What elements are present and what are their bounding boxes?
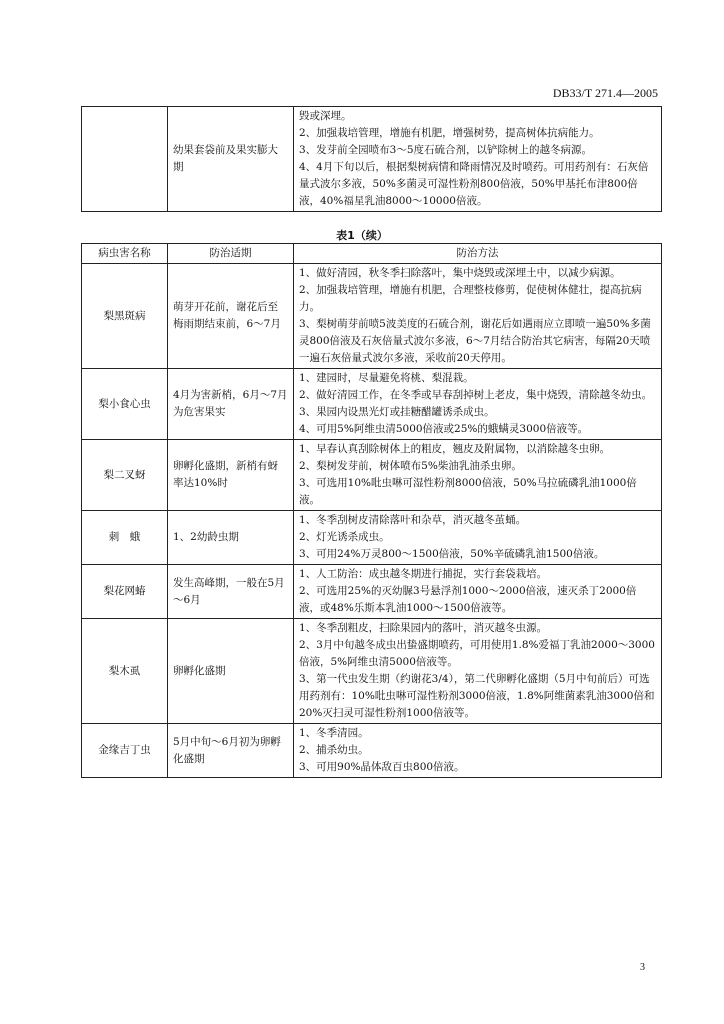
method-line: 2、3月中旬越冬成虫出蛰盛期喷药，可用使用1.8%爱福丁乳油2000～3000倍液，5%阿维虫清5000倍液等。 [299,639,655,668]
method-line: 2、灯光诱杀成虫。 [299,531,390,543]
method-line: 2、加强栽培管理，增施有机肥，增强树势，提高树体抗病能力。 [299,127,600,139]
period-cell: 萌芽开花前，谢花后至梅雨期结束前，6～7月 [168,264,294,369]
methods-cell [294,107,662,212]
method-line: 1、人工防治：成虫越冬期进行捕捉，实行套袋栽培。 [299,568,548,580]
methods-cell [294,619,662,724]
method-line: 3、梨树萌芽前喷5波美度的石硫合剂，谢花后如遇雨应立即喷一遍50%多菌灵800倍液及石灰倍量式波尔多液，6～7月结合防治其它病害，每隔20天喷一遍石灰倍量式波尔多液，采收前20天停用。 [299,318,651,364]
method-line: 2、可选用25%的灭幼脲3号悬浮剂1000～2000倍液，速灭杀丁2000倍液，或48%乐斯本乳油1000～1500倍液等。 [299,585,637,614]
period-cell: 1、2幼龄虫期 [168,511,294,565]
method-line: 2、加强栽培管理，增施有机肥，合理整枝修剪，促使树体健壮，提高抗病力。 [299,284,642,313]
period-cell: 发生高峰期，一般在5月～6月 [168,565,294,619]
pest-name-cell: 梨木虱 [82,619,168,724]
table-row [82,724,662,778]
pest-name-cell: 梨二叉蚜 [82,440,168,511]
method-line: 3、第一代虫发生期（约谢花3/4），第二代卵孵化盛期（5月中旬前后）可选用药剂有：10%吡虫啉可湿性粉剂3000倍液，1.8%阿维菌素乳油3000倍和20%灭扫灵可湿性粉剂1000倍液等。 [299,673,655,719]
method-line: 1、建园时，尽量避免将桃、梨混栽。 [299,372,474,384]
method-line: 2、梨树发芽前，树体喷布5%柴油乳油杀虫卵。 [299,460,522,472]
pest-name-cell: 金缘吉丁虫 [82,724,168,778]
method-line: 1、冬季刮树皮清除落叶和杂草，消灭越冬茧蛹。 [299,514,527,526]
method-line: 1、冬季刮粗皮，扫除果园内的落叶，消灭越冬虫源。 [299,622,548,634]
method-line: 3、可用90%晶体敌百虫800倍液。 [299,761,465,773]
table-row [82,264,662,369]
method-line: 3、可用24%万灵800～1500倍液，50%辛硫磷乳油1500倍液。 [299,548,605,560]
table-row [82,565,662,619]
methods-cell [294,264,662,369]
method-line: 3、可选用10%吡虫啉可湿性粉剂8000倍液，50%马拉硫磷乳油1000倍液。 [299,477,637,506]
table-caption: 表1（续） [336,229,388,242]
method-line: 1、做好清园，秋冬季扫除落叶，集中烧毁或深埋土中，以减少病源。 [299,267,621,279]
standard-code: DB33/T 271.4—2005 [552,86,658,100]
method-line: 2、做好清园工作，在冬季或早春刮掉树上老皮，集中烧毁，清除越冬幼虫。 [299,389,653,401]
pest-name-cell: 梨黑斑病 [82,264,168,369]
method-line: 1、冬季清园。 [299,727,369,739]
period-cell: 4月为害新梢，6月～7月为危害果实 [168,369,294,440]
methods-cell [294,565,662,619]
page-number: 3 [640,962,645,973]
header-period: 防治适期 [168,244,294,264]
table-row [82,107,662,212]
methods-cell [294,440,662,511]
period-cell: 幼果套袋前及果实膨大期 [168,107,294,212]
method-line: 2、捕杀幼虫。 [299,744,369,756]
methods-cell [294,369,662,440]
header-pest-name: 病虫害名称 [82,244,168,264]
pest-name-cell: 刺 蛾 [82,511,168,565]
methods-cell [294,511,662,565]
methods-cell [294,724,662,778]
method-line: 1、早春认真刮除树体上的粗皮，翘皮及附属物，以消除越冬虫卵。 [299,443,611,455]
method-line: 3、发芽前全园喷布3～5度石硫合剂，以铲除树上的越冬病源。 [299,144,593,156]
method-line: 4、4月下旬以后，根据梨树病情和降雨情况及时喷药。可用药剂有：石灰倍量式波尔多液，50%多菌灵可湿性粉剂800倍液，50%甲基托布津800倍液，40%福星乳油8000～10000倍液。 [299,161,649,207]
method-line: 毁或深埋。 [299,110,352,122]
header-methods: 防治方法 [294,244,662,264]
method-line: 4、可用5%阿维虫清5000倍液或25%的蛾螨灵3000倍液等。 [299,423,589,435]
pest-name-cell: 梨花网蝽 [82,565,168,619]
method-line: 3、果园内设黑光灯或挂糖醋罐诱杀成虫。 [299,406,495,418]
table-row [82,369,662,440]
pest-control-table [81,243,662,778]
pest-name-cell: 梨小食心虫 [82,369,168,440]
table-row [82,619,662,724]
pest-name-cell [82,107,168,212]
table-header-row [82,244,662,264]
period-cell: 卵孵化盛期 [168,619,294,724]
continued-table [81,106,662,212]
period-cell: 卵孵化盛期，新梢有蚜率达10%时 [168,440,294,511]
table-row [82,511,662,565]
table-row [82,440,662,511]
period-cell: 5月中旬～6月初为卵孵化盛期 [168,724,294,778]
